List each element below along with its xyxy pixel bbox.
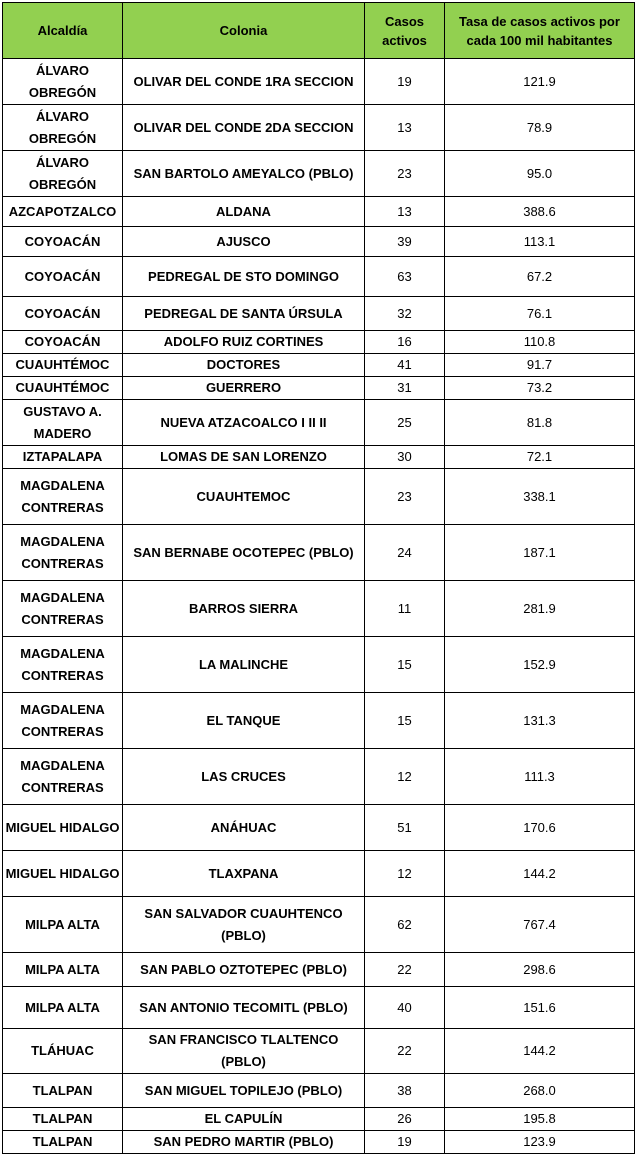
- table-row: [3, 377, 635, 400]
- table-row: [3, 151, 635, 197]
- cell-casos-activos: 25: [365, 400, 445, 446]
- cell-casos-activos: 23: [365, 469, 445, 525]
- cell-tasa: 91.7: [445, 354, 635, 377]
- cell-tasa: 72.1: [445, 446, 635, 469]
- cell-alcaldia: MAGDALENA CONTRERAS: [3, 581, 123, 637]
- cell-tasa: 78.9: [445, 105, 635, 151]
- table-row: [3, 897, 635, 953]
- cell-colonia: EL CAPULÍN: [123, 1108, 365, 1131]
- cell-colonia: EL TANQUE: [123, 693, 365, 749]
- cell-alcaldia: ÁLVARO OBREGÓN: [3, 151, 123, 197]
- cell-alcaldia: TLALPAN: [3, 1074, 123, 1108]
- cell-colonia: GUERRERO: [123, 377, 365, 400]
- cell-tasa: 113.1: [445, 227, 635, 257]
- cell-casos-activos: 26: [365, 1108, 445, 1131]
- cell-alcaldia: MIGUEL HIDALGO: [3, 851, 123, 897]
- cell-tasa: 268.0: [445, 1074, 635, 1108]
- cell-casos-activos: 40: [365, 987, 445, 1029]
- table-row: [3, 1029, 635, 1074]
- table-row: [3, 469, 635, 525]
- cell-tasa: 121.9: [445, 59, 635, 105]
- cell-colonia: TLAXPANA: [123, 851, 365, 897]
- cell-colonia: PEDREGAL DE SANTA ÚRSULA: [123, 297, 365, 331]
- table-row: [3, 953, 635, 987]
- cell-colonia: LA MALINCHE: [123, 637, 365, 693]
- table-row: [3, 105, 635, 151]
- cell-alcaldia: MIGUEL HIDALGO: [3, 805, 123, 851]
- cell-tasa: 170.6: [445, 805, 635, 851]
- cell-tasa: 73.2: [445, 377, 635, 400]
- cell-casos-activos: 51: [365, 805, 445, 851]
- cell-casos-activos: 32: [365, 297, 445, 331]
- cell-alcaldia: MAGDALENA CONTRERAS: [3, 525, 123, 581]
- cell-alcaldia: MILPA ALTA: [3, 897, 123, 953]
- cell-alcaldia: ÁLVARO OBREGÓN: [3, 105, 123, 151]
- cell-alcaldia: MAGDALENA CONTRERAS: [3, 637, 123, 693]
- table-row: [3, 446, 635, 469]
- header-colonia: Colonia: [123, 3, 365, 59]
- cell-casos-activos: 24: [365, 525, 445, 581]
- cell-casos-activos: 23: [365, 151, 445, 197]
- cell-alcaldia: AZCAPOTZALCO: [3, 197, 123, 227]
- table-row: [3, 805, 635, 851]
- cell-casos-activos: 13: [365, 105, 445, 151]
- cell-colonia: LOMAS DE SAN LORENZO: [123, 446, 365, 469]
- cell-tasa: 338.1: [445, 469, 635, 525]
- table-row: [3, 1108, 635, 1131]
- cell-alcaldia: COYOACÁN: [3, 227, 123, 257]
- cell-colonia: ANÁHUAC: [123, 805, 365, 851]
- cell-tasa: 187.1: [445, 525, 635, 581]
- cell-alcaldia: IZTAPALAPA: [3, 446, 123, 469]
- table-row: [3, 227, 635, 257]
- cell-alcaldia: MILPA ALTA: [3, 987, 123, 1029]
- table-row: [3, 851, 635, 897]
- cell-tasa: 298.6: [445, 953, 635, 987]
- header-casos-activos: Casos activos: [365, 3, 445, 59]
- cell-colonia: SAN SALVADOR CUAUHTENCO (PBLO): [123, 897, 365, 953]
- cell-casos-activos: 12: [365, 851, 445, 897]
- cell-tasa: 195.8: [445, 1108, 635, 1131]
- cell-casos-activos: 19: [365, 59, 445, 105]
- cell-tasa: 767.4: [445, 897, 635, 953]
- cell-colonia: OLIVAR DEL CONDE 1RA SECCION: [123, 59, 365, 105]
- cell-casos-activos: 22: [365, 953, 445, 987]
- cell-tasa: 144.2: [445, 1029, 635, 1074]
- cell-colonia: OLIVAR DEL CONDE 2DA SECCION: [123, 105, 365, 151]
- cell-casos-activos: 38: [365, 1074, 445, 1108]
- table-row: [3, 525, 635, 581]
- cell-alcaldia: MAGDALENA CONTRERAS: [3, 693, 123, 749]
- cell-alcaldia: MAGDALENA CONTRERAS: [3, 749, 123, 805]
- cell-casos-activos: 39: [365, 227, 445, 257]
- cell-colonia: ADOLFO RUIZ CORTINES: [123, 331, 365, 354]
- cell-colonia: SAN PABLO OZTOTEPEC (PBLO): [123, 953, 365, 987]
- cell-casos-activos: 41: [365, 354, 445, 377]
- cell-alcaldia: TLALPAN: [3, 1108, 123, 1131]
- cell-alcaldia: COYOACÁN: [3, 331, 123, 354]
- cell-colonia: SAN FRANCISCO TLALTENCO (PBLO): [123, 1029, 365, 1074]
- cell-alcaldia: COYOACÁN: [3, 297, 123, 331]
- cell-casos-activos: 15: [365, 693, 445, 749]
- table-row: [3, 581, 635, 637]
- cell-colonia: ALDANA: [123, 197, 365, 227]
- table-row: [3, 59, 635, 105]
- cell-alcaldia: COYOACÁN: [3, 257, 123, 297]
- cell-tasa: 281.9: [445, 581, 635, 637]
- cell-casos-activos: 22: [365, 1029, 445, 1074]
- header-alcaldia: Alcaldía: [3, 3, 123, 59]
- table-row: [3, 400, 635, 446]
- table-row: [3, 1131, 635, 1154]
- cell-casos-activos: 16: [365, 331, 445, 354]
- cases-table: [2, 2, 635, 1154]
- cell-casos-activos: 12: [365, 749, 445, 805]
- cell-colonia: SAN BERNABE OCOTEPEC (PBLO): [123, 525, 365, 581]
- cell-tasa: 81.8: [445, 400, 635, 446]
- cell-tasa: 151.6: [445, 987, 635, 1029]
- cell-colonia: SAN BARTOLO AMEYALCO (PBLO): [123, 151, 365, 197]
- table-row: [3, 197, 635, 227]
- header-tasa: Tasa de casos activos por cada 100 mil habitantes: [445, 3, 635, 59]
- table-row: [3, 297, 635, 331]
- cell-tasa: 76.1: [445, 297, 635, 331]
- cell-colonia: NUEVA ATZACOALCO I II II: [123, 400, 365, 446]
- cell-alcaldia: CUAUHTÉMOC: [3, 354, 123, 377]
- table-row: [3, 331, 635, 354]
- cell-casos-activos: 15: [365, 637, 445, 693]
- cell-colonia: AJUSCO: [123, 227, 365, 257]
- cell-tasa: 95.0: [445, 151, 635, 197]
- table-row: [3, 257, 635, 297]
- table-row: [3, 1074, 635, 1108]
- table-row: [3, 637, 635, 693]
- cell-colonia: SAN MIGUEL TOPILEJO (PBLO): [123, 1074, 365, 1108]
- cell-colonia: CUAUHTEMOC: [123, 469, 365, 525]
- cell-colonia: DOCTORES: [123, 354, 365, 377]
- cell-colonia: LAS CRUCES: [123, 749, 365, 805]
- cell-casos-activos: 30: [365, 446, 445, 469]
- cell-colonia: SAN ANTONIO TECOMITL (PBLO): [123, 987, 365, 1029]
- cell-tasa: 152.9: [445, 637, 635, 693]
- table-row: [3, 354, 635, 377]
- table-row: [3, 749, 635, 805]
- table-row: [3, 987, 635, 1029]
- table-row: [3, 693, 635, 749]
- cell-alcaldia: CUAUHTÉMOC: [3, 377, 123, 400]
- header-row: [3, 3, 635, 59]
- cell-colonia: PEDREGAL DE STO DOMINGO: [123, 257, 365, 297]
- cell-alcaldia: TLALPAN: [3, 1131, 123, 1154]
- cell-casos-activos: 62: [365, 897, 445, 953]
- cell-tasa: 67.2: [445, 257, 635, 297]
- cell-casos-activos: 63: [365, 257, 445, 297]
- cell-casos-activos: 31: [365, 377, 445, 400]
- cell-colonia: SAN PEDRO MARTIR (PBLO): [123, 1131, 365, 1154]
- table-body: [3, 59, 635, 1154]
- cell-alcaldia: MILPA ALTA: [3, 953, 123, 987]
- cell-tasa: 388.6: [445, 197, 635, 227]
- cell-tasa: 123.9: [445, 1131, 635, 1154]
- cell-alcaldia: TLÁHUAC: [3, 1029, 123, 1074]
- cell-tasa: 110.8: [445, 331, 635, 354]
- cell-tasa: 131.3: [445, 693, 635, 749]
- cell-alcaldia: GUSTAVO A. MADERO: [3, 400, 123, 446]
- cell-alcaldia: ÁLVARO OBREGÓN: [3, 59, 123, 105]
- cell-casos-activos: 13: [365, 197, 445, 227]
- cell-casos-activos: 19: [365, 1131, 445, 1154]
- cell-tasa: 111.3: [445, 749, 635, 805]
- cell-casos-activos: 11: [365, 581, 445, 637]
- cell-tasa: 144.2: [445, 851, 635, 897]
- cell-colonia: BARROS SIERRA: [123, 581, 365, 637]
- cell-alcaldia: MAGDALENA CONTRERAS: [3, 469, 123, 525]
